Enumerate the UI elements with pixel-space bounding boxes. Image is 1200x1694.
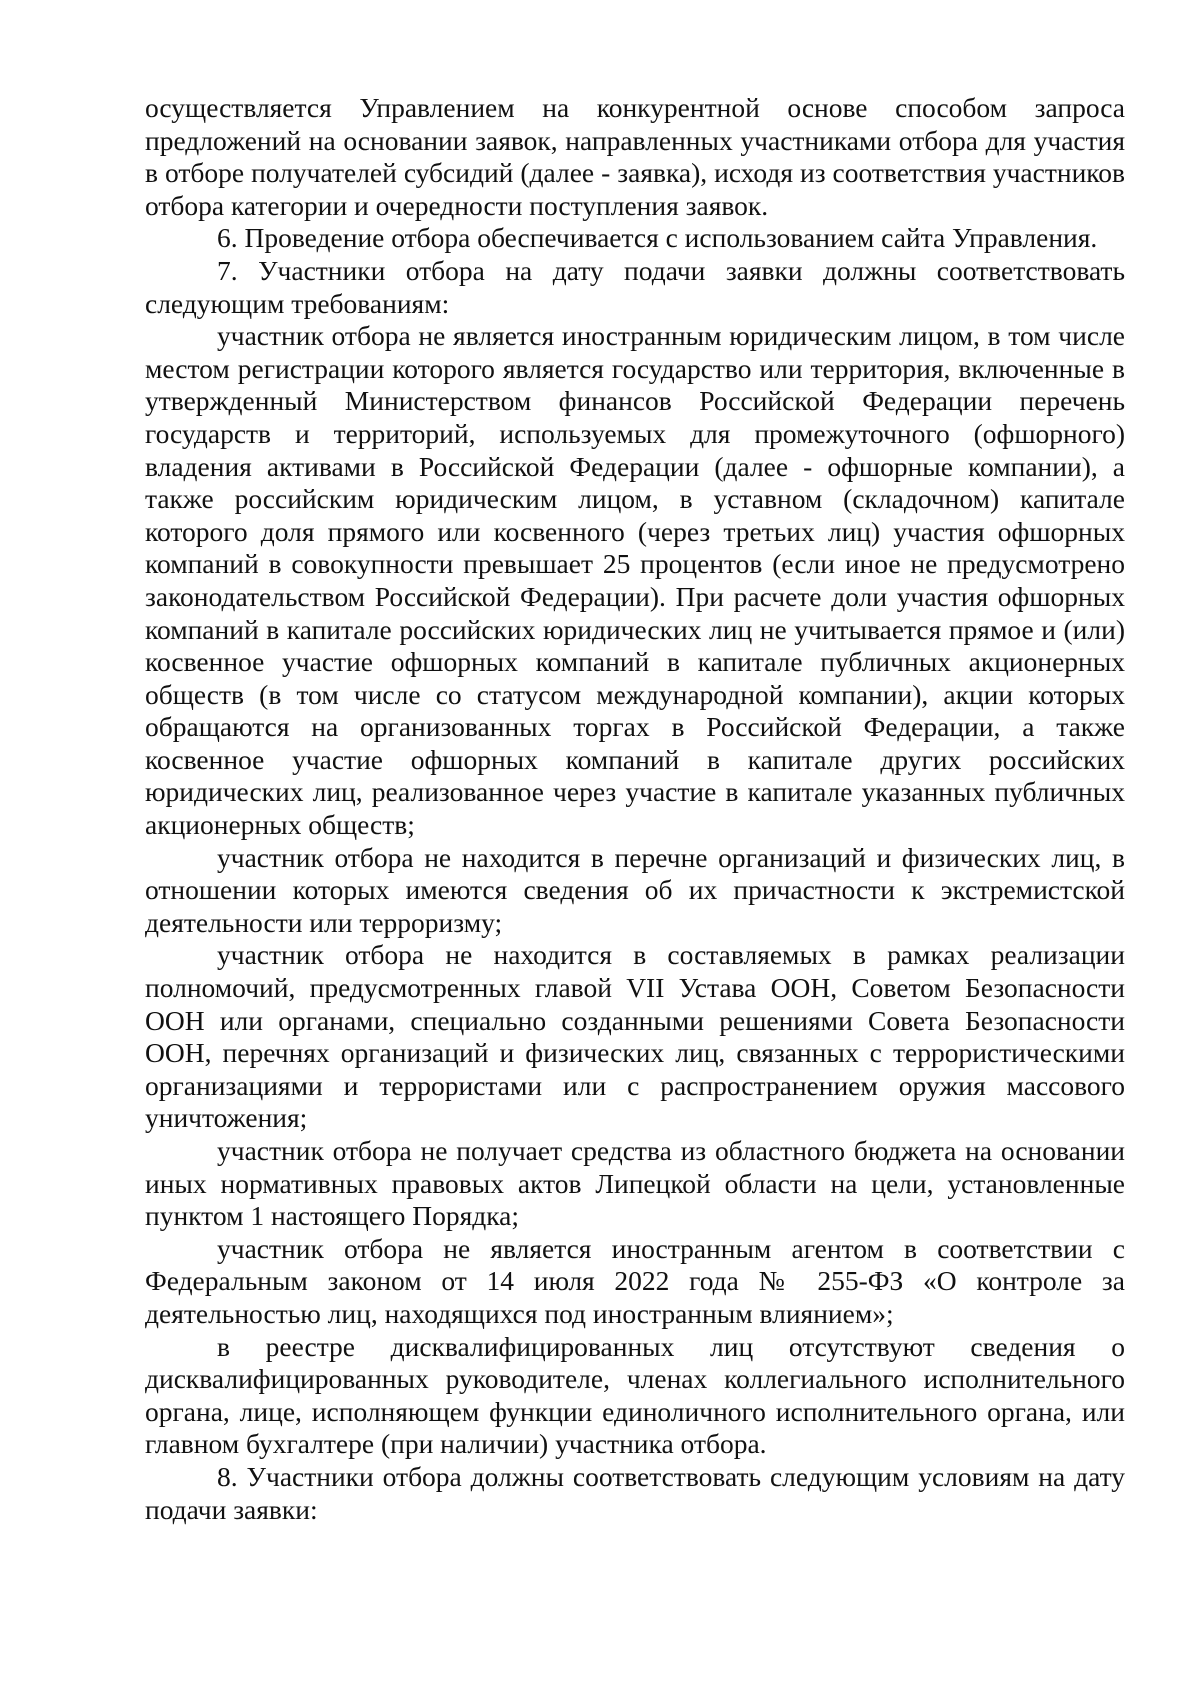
paragraph-disqualified-requirement: в реестре дисквалифицированных лиц отсутствуют сведения о дисквалифицированных руководителе, членах коллегиального исполнительного органа, лице, исполняющем функции единоличного исполнительного органа, или главном бухгалтере (при наличии) участника отбора. bbox=[145, 1330, 1125, 1460]
paragraph-item-8: 8. Участники отбора должны соответствовать следующим условиям на дату подачи заявки: bbox=[145, 1460, 1125, 1525]
paragraph-item-6: 6. Проведение отбора обеспечивается с использованием сайта Управления. bbox=[217, 222, 1098, 254]
paragraph-continuation: осуществляется Управлением на конкурентной основе способом запроса предложений на основании заявок, направленных участниками отбора для участия в отборе получателей субсидий (далее - заявка), исходя из соответствия участников отбора категории и очередности поступления заявок. bbox=[145, 92, 1125, 221]
paragraph-un-requirement: участник отбора не находится в составляемых в рамках реализации полномочий, предусмотренных главой VII Устава ООН, Советом Безопасности ООН или органами, специально созданными решениями Совета Безопасности ООН, перечнях организаций и физических лиц, связанных с террористическими организациями и террористами или с распространением оружия массового уничтожения; bbox=[145, 939, 1125, 1134]
paragraph-budget-requirement: участник отбора не получает средства из областного бюджета на основании иных нормативных правовых актов Липецкой области на цели, установленные пунктом 1 настоящего Порядка; bbox=[145, 1135, 1125, 1232]
paragraph-foreign-agent-requirement: участник отбора не является иностранным агентом в соответствии с Федеральным законом от 14 июля 2022 года № 255-ФЗ «О контроле за деятельностью лиц, находящихся под иностранным влиянием»; bbox=[145, 1232, 1125, 1329]
paragraph-extremism-requirement: участник отбора не находится в перечне организаций и физических лиц, в отношении которых имеются сведения об их причастности к экстремистской деятельности или терроризму; bbox=[145, 841, 1125, 938]
paragraph-item-7: 7. Участники отбора на дату подачи заявки должны соответствовать следующим требованиям: bbox=[145, 254, 1125, 319]
document-page bbox=[145, 92, 1125, 1526]
paragraph-offshore-requirement: участник отбора не является иностранным юридическим лицом, в том числе местом регистрации которого является государство или территория, включенные в утвержденный Министерством финансов Российской Федерации перечень государств и территорий, используемых для промежуточного (офшорного) владения активами в Российской Федерации (далее - офшорные компании), а также российским юридическим лицом, в уставном (складочном) капитале которого доля прямого или косвенного (через третьих лиц) участия офшорных компаний в совокупности превышает 25 процентов (если иное не предусмотрено законодательством Российской Федерации). При расчете доли участия офшорных компаний в капитале российских юридических лиц не учитывается прямое и (или) косвенное участие офшорных компаний в капитале публичных акционерных обществ (в том числе со статусом международной компании), акции которых обращаются на организованных торгах в Российской Федерации, а также косвенное участие офшорных компаний в капитале других российских юридических лиц, реализованное через участие в капитале указанных публичных акционерных обществ; bbox=[145, 320, 1125, 841]
